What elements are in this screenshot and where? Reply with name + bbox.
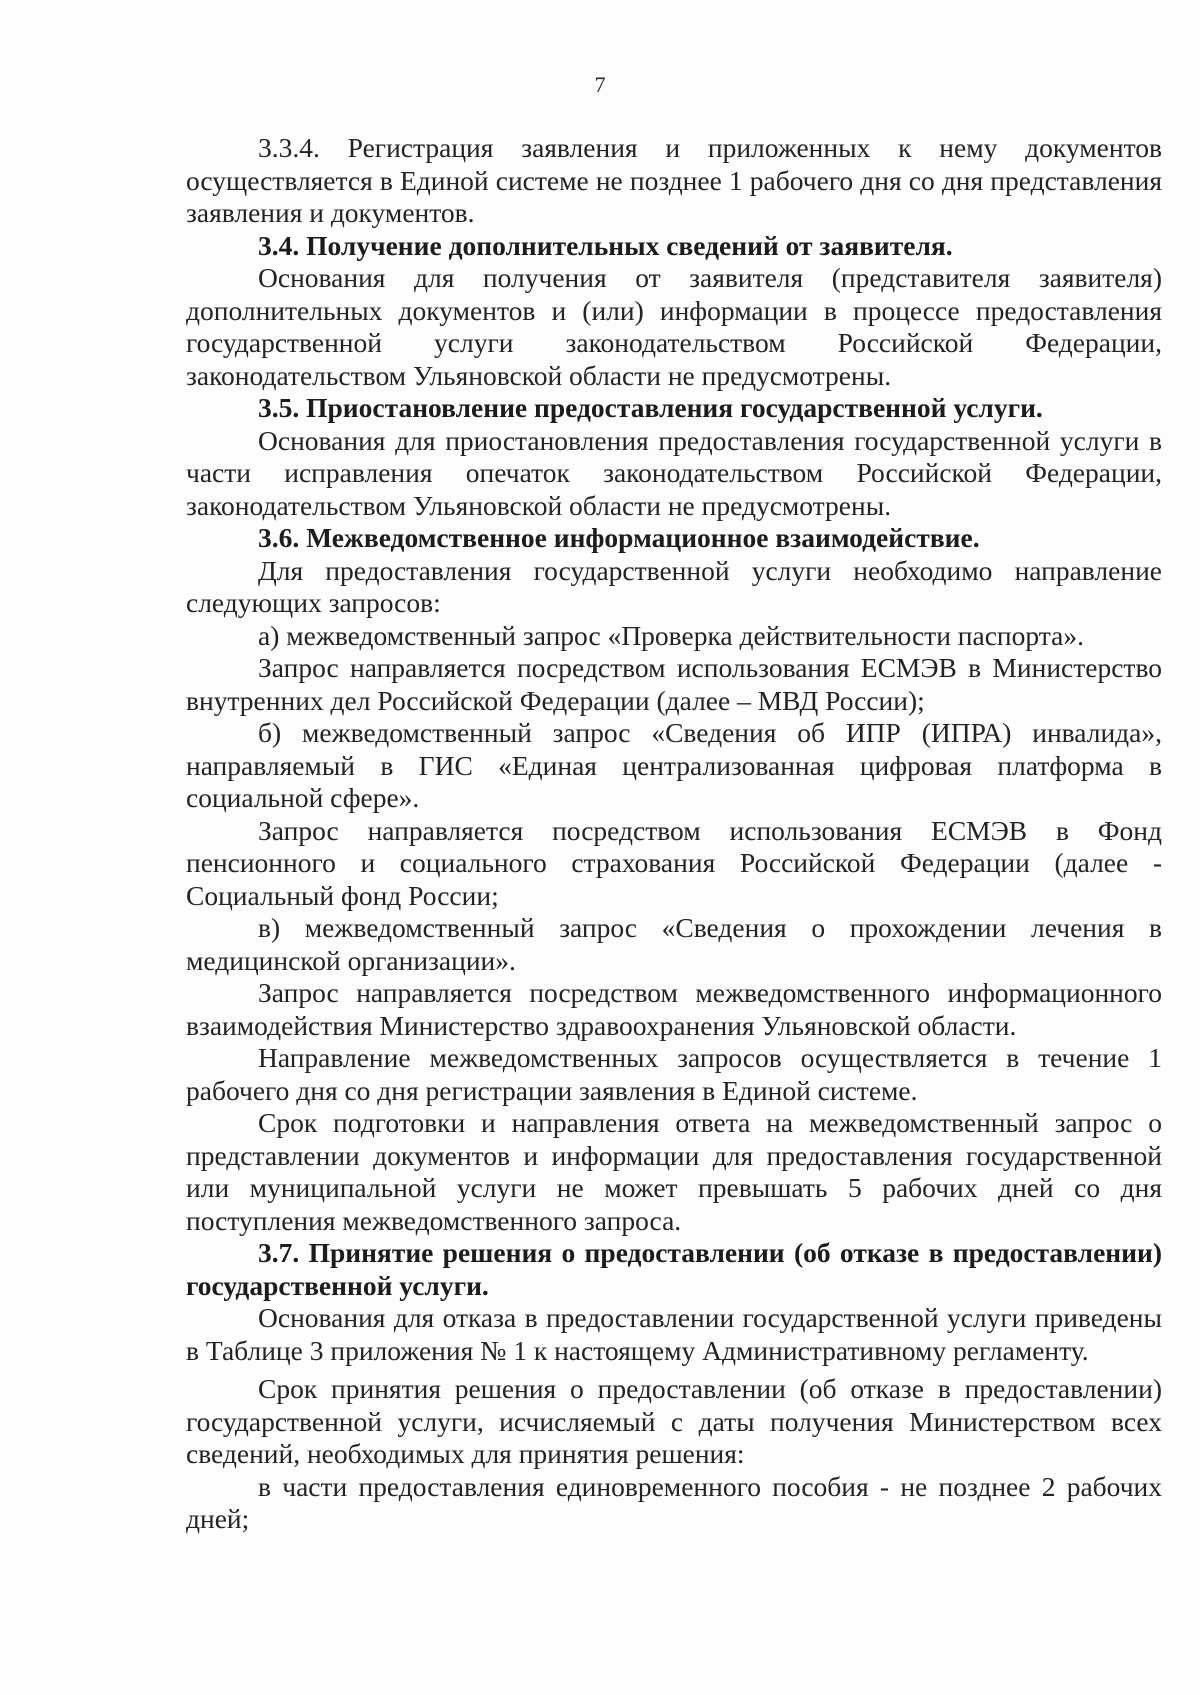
paragraph-response-deadline: Срок подготовки и направления ответа на межведомственный запрос о представлении документов и информации для предоставления государственной или муниципальной услуги не может превышать 5 рабочих дней со дня поступления межведомственного запроса. — [186, 1107, 1162, 1236]
paragraph-decision-term: Срок принятия решения о предоставлении (об отказе в предоставлении) государственной услуги, исчисляемый с даты получения Министерством всех сведений, необходимых для принятия решения: — [186, 1373, 1162, 1469]
heading-3-6: 3.6. Межведомственное информационное взаимодействие. — [258, 522, 980, 553]
paragraph-3-3-4: 3.3.4. Регистрация заявления и приложенных к нему документов осуществляется в Единой системе не позднее 1 рабочего дня со дня представления заявления и документов. — [186, 132, 1162, 228]
paragraph-request-b-route: Запрос направляется посредством использования ЕСМЭВ в Фонд пенсионного и социального страхования Российской Федерации (далее - Социальный фонд России; — [186, 814, 1162, 911]
paragraph-3-5-grounds: Основания для приостановления предоставления государственной услуги в части исправления опечаток законодательством Российской Федерации, законодательством Ульяновской области не предусмотрены. — [186, 424, 1162, 521]
paragraph-refusal-grounds: Основания для отказа в предоставлении государственной услуги приведены в Таблице 3 приложения № 1 к настоящему Административному регламенту. — [186, 1302, 1162, 1366]
paragraph-request-c: в) межведомственный запрос «Сведения о прохождении лечения в медицинской организации». — [186, 912, 1162, 976]
document-body — [186, 132, 1162, 1536]
paragraph-3-4-grounds: Основания для получения от заявителя (представителя заявителя) дополнительных документов и (или) информации в процессе предоставления государственной услуги законодательством Российской Федерации, законодательством Ульяновской области не предусмотрены. — [186, 262, 1162, 391]
paragraph-request-a-route: Запрос направляется посредством использования ЕСМЭВ в Министерство внутренних дел Российской Федерации (далее – МВД России); — [186, 652, 1162, 716]
paragraph-request-a: а) межведомственный запрос «Проверка действительности паспорта». — [258, 619, 1084, 651]
heading-3-5: 3.5. Приостановление предоставления государственной услуги. — [258, 392, 1043, 423]
paragraph-request-b: б) межведомственный запрос «Сведения об ИПР (ИПРА) инвалида», направляемый в ГИС «Единая централизованная цифровая платформа в социальной сфере». — [186, 717, 1162, 813]
heading-3-7: 3.7. Принятие решения о предоставлении (об отказе в предоставлении) государственной услуги. — [186, 1237, 1162, 1301]
paragraph-lump-sum-term: в части предоставления единовременного пособия - не позднее 2 рабочих дней; — [186, 1470, 1162, 1534]
paragraph-request-c-route: Запрос направляется посредством межведомственного информационного взаимодействия Министерство здравоохранения Ульяновской области. — [186, 977, 1162, 1041]
paragraph-request-timing: Направление межведомственных запросов осуществляется в течение 1 рабочего дня со дня регистрации заявления в Единой системе. — [186, 1042, 1162, 1106]
page-number: 7 — [594, 72, 606, 97]
paragraph-3-6-intro: Для предоставления государственной услуги необходимо направление следующих запросов: — [186, 554, 1162, 618]
heading-3-4: 3.4. Получение дополнительных сведений от заявителя. — [258, 229, 953, 261]
